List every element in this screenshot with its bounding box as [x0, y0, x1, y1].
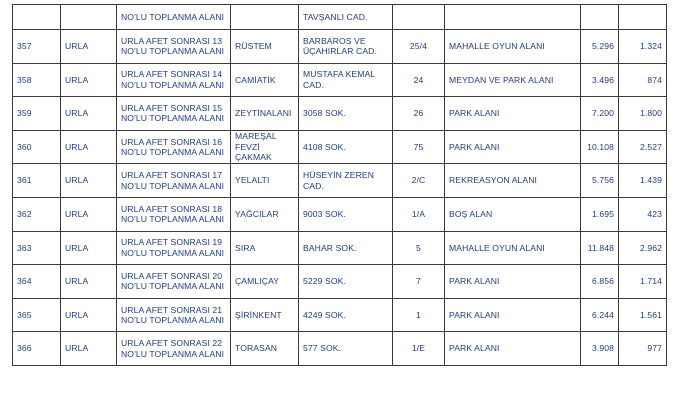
area-name-line-1: URLA AFET SONRASI 13	[121, 35, 223, 46]
cell-area-name	[117, 130, 231, 164]
cell-district	[61, 5, 117, 30]
cell-area-type: BOŞ ALAN	[445, 197, 581, 231]
street-line-1: TAVŞANLI CAD.	[303, 11, 368, 22]
area-name-line-2: NO'LU TOPLANMA ALANI	[121, 79, 225, 90]
area-name-line-2: NO'LU TOPLANMA ALANI	[121, 281, 225, 292]
cell-door-no	[393, 5, 445, 30]
cell-area-type	[445, 5, 581, 30]
cell-neighborhood: ZEYTİNALANI	[231, 97, 299, 131]
cell-no: 363	[13, 231, 61, 265]
table-row	[13, 332, 667, 366]
cell-area-name	[117, 164, 231, 198]
area-name-line-1: URLA AFET SONRASI 21	[121, 304, 223, 315]
table-row	[13, 265, 667, 299]
cell-neighborhood: CAMİATİK	[231, 63, 299, 97]
table-row-partial	[13, 5, 667, 30]
area-name-line-2: NO'LU TOPLANMA ALANI	[121, 180, 225, 191]
cell-area-m2: 7.200	[581, 97, 619, 131]
cell-neighborhood: ÇAMLIÇAY	[231, 265, 299, 299]
assembly-area-table	[12, 4, 667, 366]
cell-capacity: 1.800	[619, 97, 667, 131]
cell-area-m2: 1.695	[581, 197, 619, 231]
cell-capacity: 977	[619, 332, 667, 366]
table-row	[13, 130, 667, 164]
cell-capacity: 423	[619, 197, 667, 231]
cell-street	[299, 197, 393, 231]
area-name-line-1: URLA AFET SONRASI 22	[121, 338, 223, 349]
cell-area-m2	[581, 5, 619, 30]
cell-capacity	[619, 5, 667, 30]
cell-neighborhood: MAREŞAL FEVZİ ÇAKMAK	[231, 130, 299, 164]
cell-capacity: 1.439	[619, 164, 667, 198]
cell-door-no: 75	[393, 130, 445, 164]
cell-street	[299, 298, 393, 332]
area-name-line-2: NO'LU TOPLANMA ALANI	[121, 147, 225, 158]
street-line-2: ÜÇAHIRLAR CAD.	[303, 46, 377, 57]
cell-neighborhood: ŞİRİNKENT	[231, 298, 299, 332]
cell-area-type: PARK ALANI	[445, 298, 581, 332]
cell-area-type: PARK ALANI	[445, 130, 581, 164]
cell-street	[299, 164, 393, 198]
cell-neighborhood: YAĞCILAR	[231, 197, 299, 231]
cell-area-type: MAHALLE OYUN ALANI	[445, 30, 581, 64]
cell-district: URLA	[61, 231, 117, 265]
table-row	[13, 298, 667, 332]
cell-no: 366	[13, 332, 61, 366]
table-row	[13, 30, 667, 64]
cell-area-m2: 5.756	[581, 164, 619, 198]
cell-street	[299, 97, 393, 131]
cell-door-no: 2/C	[393, 164, 445, 198]
cell-area-m2: 10.108	[581, 130, 619, 164]
cell-no: 360	[13, 130, 61, 164]
cell-no: 358	[13, 63, 61, 97]
cell-capacity: 2.962	[619, 231, 667, 265]
area-name-line-1: URLA AFET SONRASI 17	[121, 170, 223, 181]
street-line-1: 3058 SOK.	[303, 108, 346, 119]
street-line-1: 4108 SOK.	[303, 141, 346, 152]
area-name-line-2: NO'LU TOPLANMA ALANI	[121, 11, 225, 22]
area-name-line-1: URLA AFET SONRASI 16	[121, 136, 223, 147]
cell-district: URLA	[61, 97, 117, 131]
cell-neighborhood	[231, 5, 299, 30]
cell-door-no: 1	[393, 298, 445, 332]
cell-street	[299, 265, 393, 299]
street-line-1: BAHAR SOK.	[303, 242, 357, 253]
cell-area-name	[117, 265, 231, 299]
cell-capacity: 1.714	[619, 265, 667, 299]
cell-capacity: 874	[619, 63, 667, 97]
cell-district: URLA	[61, 298, 117, 332]
cell-capacity: 1.324	[619, 30, 667, 64]
area-name-line-1: URLA AFET SONRASI 20	[121, 270, 223, 281]
area-name-line-1: URLA AFET SONRASI 14	[121, 69, 223, 80]
cell-area-name	[117, 97, 231, 131]
cell-door-no: 25/4	[393, 30, 445, 64]
cell-area-m2: 6.244	[581, 298, 619, 332]
cell-street	[299, 332, 393, 366]
cell-area-type: MEYDAN VE PARK ALANI	[445, 63, 581, 97]
cell-street	[299, 130, 393, 164]
cell-area-m2: 6.856	[581, 265, 619, 299]
cell-area-name	[117, 63, 231, 97]
street-line-1: BARBAROS VE	[303, 35, 366, 46]
cell-neighborhood: RÜSTEM	[231, 30, 299, 64]
cell-area-name	[117, 298, 231, 332]
cell-area-m2: 3.496	[581, 63, 619, 97]
cell-capacity: 2.527	[619, 130, 667, 164]
cell-street	[299, 30, 393, 64]
table-row	[13, 197, 667, 231]
cell-no: 359	[13, 97, 61, 131]
cell-street	[299, 5, 393, 30]
cell-area-name	[117, 231, 231, 265]
street-line-1: 577 SOK.	[303, 343, 342, 354]
street-line-1: MUSTAFA KEMAL	[303, 69, 376, 80]
cell-district: URLA	[61, 265, 117, 299]
street-line-2: CAD.	[303, 79, 324, 90]
cell-no: 365	[13, 298, 61, 332]
table-row	[13, 97, 667, 131]
area-name-line-2: NO'LU TOPLANMA ALANI	[121, 46, 225, 57]
cell-capacity: 1.561	[619, 298, 667, 332]
cell-door-no: 5	[393, 231, 445, 265]
cell-neighborhood: SIRA	[231, 231, 299, 265]
cell-street	[299, 63, 393, 97]
cell-district: URLA	[61, 332, 117, 366]
area-name-line-2: NO'LU TOPLANMA ALANI	[121, 348, 225, 359]
cell-area-name	[117, 197, 231, 231]
assembly-area-table-page	[12, 4, 666, 366]
cell-area-m2: 5.296	[581, 30, 619, 64]
street-line-1: HÜSEYİN ZEREN CAD.	[303, 170, 375, 191]
cell-street	[299, 231, 393, 265]
cell-no	[13, 5, 61, 30]
cell-door-no: 24	[393, 63, 445, 97]
cell-no: 364	[13, 265, 61, 299]
cell-neighborhood: YELALTI	[231, 164, 299, 198]
cell-district: URLA	[61, 30, 117, 64]
cell-district: URLA	[61, 197, 117, 231]
cell-area-m2: 11.848	[581, 231, 619, 265]
cell-door-no: 1/E	[393, 332, 445, 366]
cell-area-type: REKREASYON ALANI	[445, 164, 581, 198]
table-row	[13, 164, 667, 198]
area-name-line-2: NO'LU TOPLANMA ALANI	[121, 247, 225, 258]
cell-district: URLA	[61, 63, 117, 97]
cell-area-type: PARK ALANI	[445, 332, 581, 366]
cell-area-type: PARK ALANI	[445, 265, 581, 299]
cell-district: URLA	[61, 130, 117, 164]
cell-district: URLA	[61, 164, 117, 198]
area-name-line-2: NO'LU TOPLANMA ALANI	[121, 214, 225, 225]
cell-door-no: 1/A	[393, 197, 445, 231]
table-row	[13, 231, 667, 265]
area-name-line-1: URLA AFET SONRASI 18	[121, 203, 223, 214]
area-name-line-2: NO'LU TOPLANMA ALANI	[121, 315, 225, 326]
cell-neighborhood: TORASAN	[231, 332, 299, 366]
cell-area-type: PARK ALANI	[445, 97, 581, 131]
cell-door-no: 7	[393, 265, 445, 299]
cell-no: 361	[13, 164, 61, 198]
cell-door-no: 26	[393, 97, 445, 131]
table-row	[13, 63, 667, 97]
street-line-1: 4249 SOK.	[303, 309, 346, 320]
street-line-1: 5229 SOK.	[303, 276, 346, 287]
cell-no: 362	[13, 197, 61, 231]
area-name-line-1: URLA AFET SONRASI 15	[121, 102, 223, 113]
street-line-1: 9003 SOK.	[303, 209, 346, 220]
cell-area-m2: 3.908	[581, 332, 619, 366]
cell-area-name	[117, 30, 231, 64]
area-name-line-1: URLA AFET SONRASI 19	[121, 237, 223, 248]
cell-no: 357	[13, 30, 61, 64]
area-name-line-2: NO'LU TOPLANMA ALANI	[121, 113, 225, 124]
cell-area-type: MAHALLE OYUN ALANI	[445, 231, 581, 265]
cell-area-name	[117, 5, 231, 30]
cell-area-name	[117, 332, 231, 366]
